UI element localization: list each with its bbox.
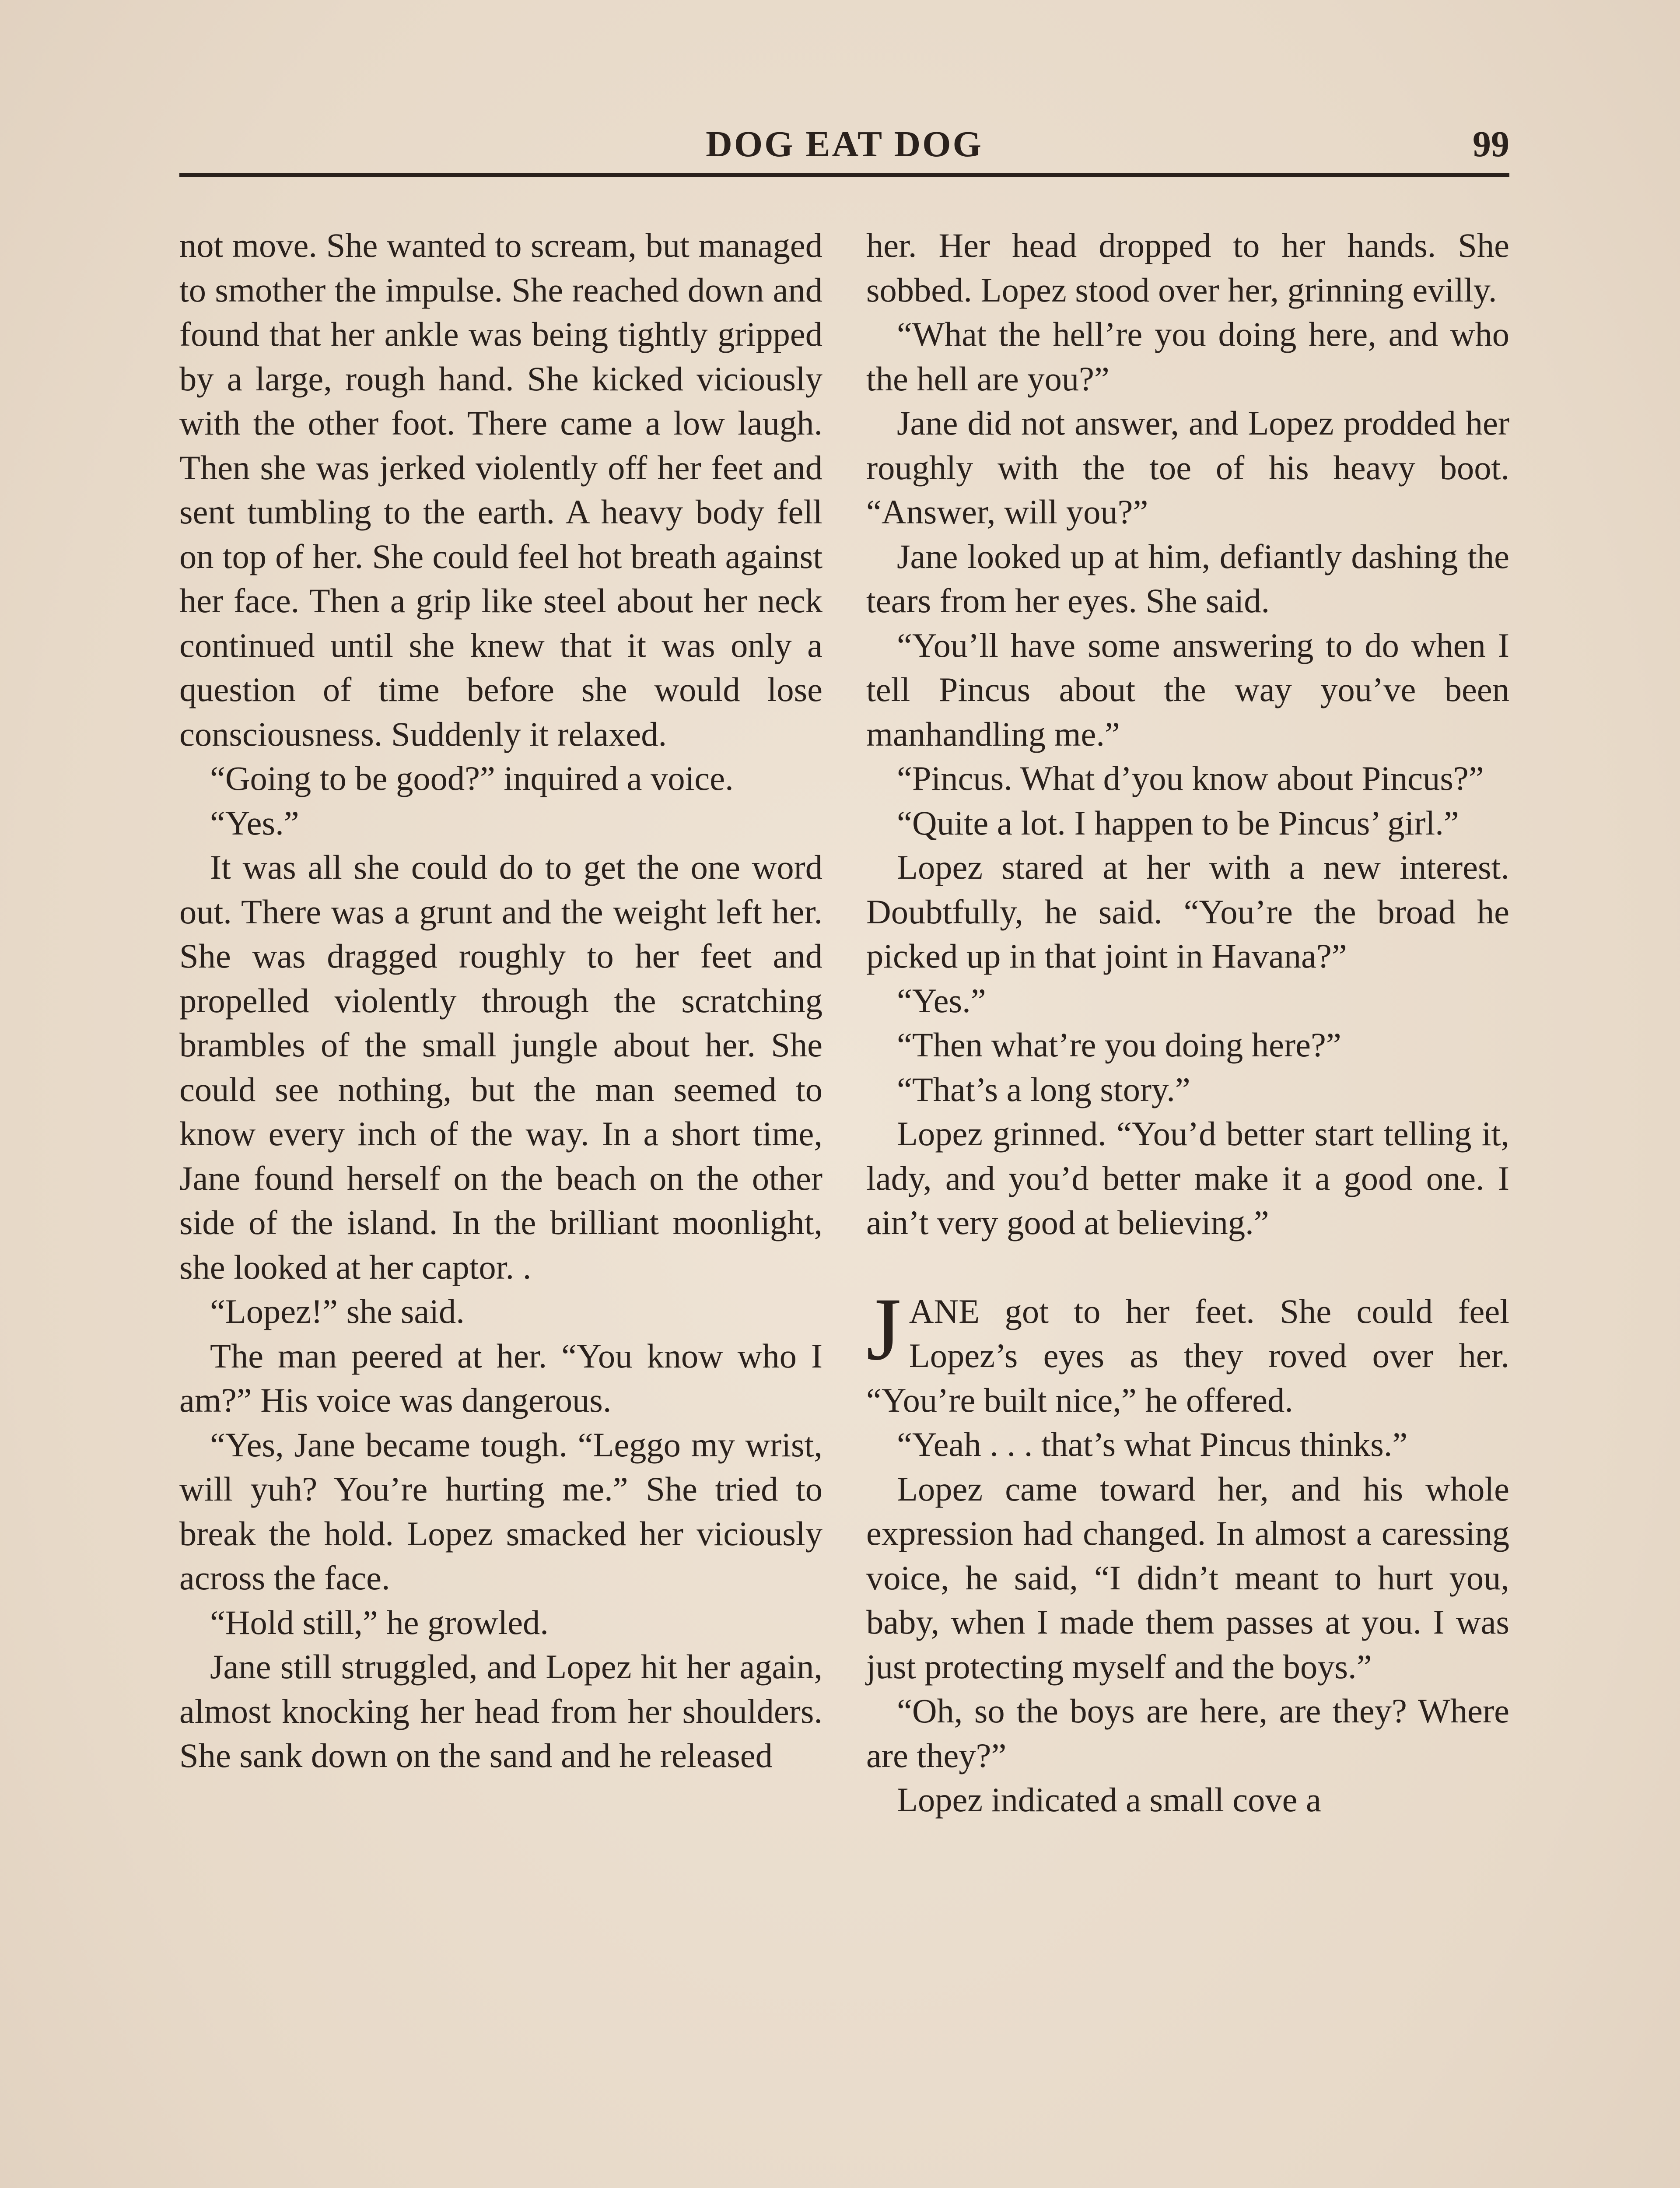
paragraph: “You’ll have some answering to do when I tell Pincus about the way you’ve been manhandling me.” — [866, 626, 1509, 753]
page-header — [179, 118, 1509, 171]
paragraph: “Hold still,” he growled. — [210, 1603, 549, 1641]
paragraph: “Yes.” — [210, 803, 299, 842]
running-title: DOG EAT DOG — [706, 124, 983, 165]
paragraph: Jane still struggled, and Lopez hit her again, almost knocking her head from her shoulders. She sank down on the sand and he released — [179, 1648, 822, 1774]
paragraph: “Quite a lot. I happen to be Pincus’ girl.” — [897, 803, 1459, 842]
paragraph: “Oh, so the boys are here, are they? Where are they?” — [866, 1692, 1509, 1774]
section-opening-paragraph — [866, 1279, 1509, 1423]
paragraph: It was all she could do to get the one word out. There was a grunt and the weight left her. She was dragged roughly to her feet and propelled violently through the scratching brambles of the small jungle about her. She could see nothing, but the man seemed to know every inch of the way. In a short time, Jane found herself on the beach on the other side of the island. In the brilliant moonlight, she looked at her captor. . — [179, 848, 822, 1286]
paragraph: “Then what’re you doing here?” — [897, 1026, 1341, 1064]
paragraph: The man peered at her. “You know who I am?” His voice was dangerous. — [179, 1336, 822, 1419]
paragraph: Lopez grinned. “You’d better start telling it, lady, and you’d better make it a good one. I ain’t very good at believing.” — [866, 1115, 1509, 1241]
left-column — [179, 223, 822, 2188]
header-rule — [179, 173, 1509, 177]
paragraph: “Yes.” — [897, 981, 986, 1020]
paragraph: “That’s a long story.” — [897, 1070, 1190, 1108]
page-number: 99 — [1473, 124, 1509, 165]
section-lead-text: ANE got to her feet. She could feel Lopez’s eyes as they roved over her. “You’re built nice,” he offered. — [866, 1292, 1509, 1419]
paragraph: Jane looked up at him, defiantly dashing the tears from her eyes. She said. — [866, 537, 1509, 620]
paragraph: “What the hell’re you doing here, and who the hell are you?” — [866, 315, 1509, 398]
paragraph: “Yeah . . . that’s what Pincus thinks.” — [897, 1425, 1408, 1463]
paragraph: Lopez stared at her with a new interest. Doubtfully, he said. “You’re the broad he picked up in that joint in Havana?” — [866, 848, 1509, 975]
paragraph: not move. She wanted to scream, but managed to smother the impulse. She reached down and found that her ankle was being tightly gripped by a large, rough hand. She kicked viciously with the other foot. There came a low laugh. Then she was jerked violently off her feet and sent tumbling to the earth. A heavy body fell on top of her. She could feel hot breath against her face. Then a grip like steel about her neck continued until she knew that it was only a question of time before she would lose consciousness. Suddenly it relaxed. — [179, 226, 822, 753]
paragraph: “Lopez!” she said. — [210, 1292, 465, 1330]
paragraph: “Pincus. What d’you know about Pincus?” — [897, 759, 1484, 797]
paragraph: “Yes, Jane became tough. “Leggo my wrist, will yuh? You’re hurting me.” She tried to break the hold. Lopez smacked her viciously across the face. — [179, 1425, 822, 1597]
paragraph: “Going to be good?” inquired a voice. — [210, 759, 734, 797]
right-column — [866, 223, 1509, 2188]
paragraph: Jane did not answer, and Lopez prodded her roughly with the toe of his heavy boot. “Answer, will you?” — [866, 404, 1509, 531]
paragraph: Lopez indicated a small cove a — [897, 1781, 1321, 1819]
paragraph: her. Her head dropped to her hands. She sobbed. Lopez stood over her, grinning evilly. — [866, 226, 1509, 309]
paragraph: Lopez came toward her, and his whole expression had changed. In almost a caressing voice, he said, “I didn’t meant to hurt you, baby, when I made them passes at you. I was just protecting myself and the boys.” — [866, 1469, 1509, 1686]
drop-cap: J — [866, 1279, 901, 1379]
